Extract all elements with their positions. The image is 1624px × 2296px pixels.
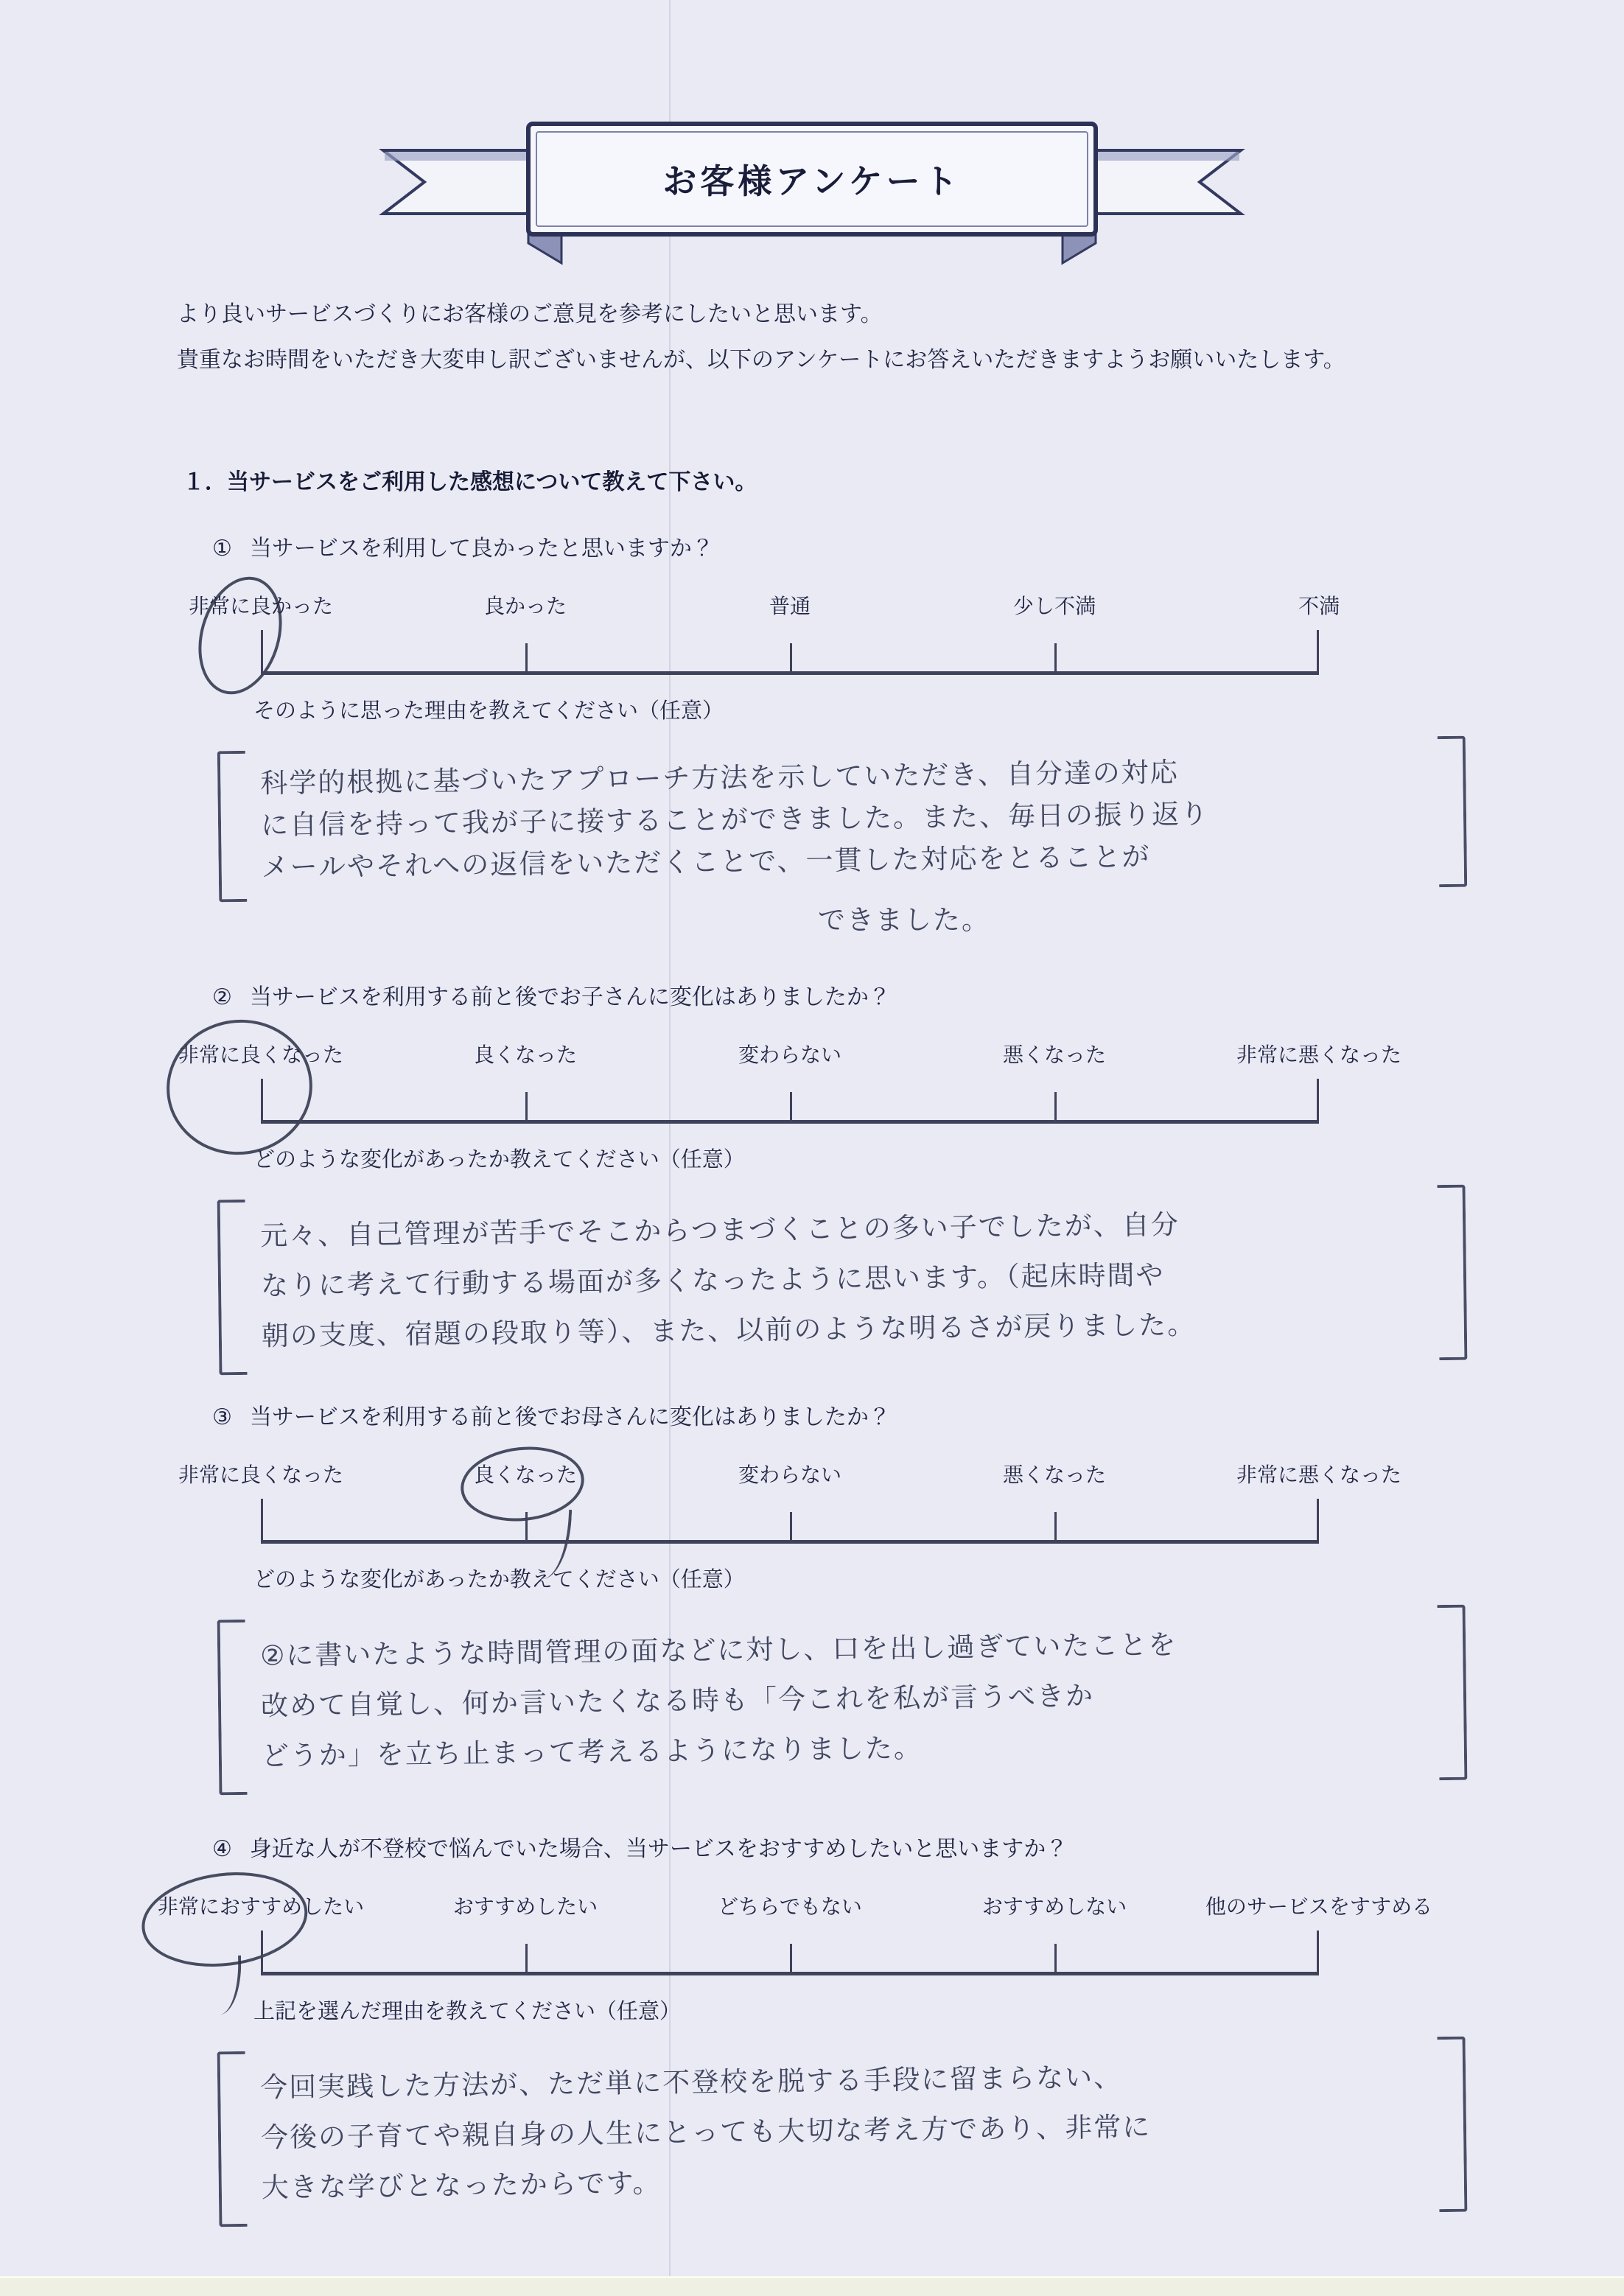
scale-tick [525, 643, 528, 671]
question-text: 身近な人が不登校で悩んでいた場合、当サービスをおすすめしたいと思いますか？ [249, 1837, 1068, 1861]
rating-scale-labels [178, 1459, 1402, 1491]
scale-option-wrap [1003, 1459, 1106, 1488]
handwritten-line: 今後の子育てや親自身の人生にとっても大切な考え方であり、非常に [260, 2110, 1152, 2154]
scale-option: おすすめしたい [452, 1895, 598, 1918]
scale-option-wrap [1205, 1891, 1432, 1920]
rating-scale-labels [157, 1891, 1433, 1923]
question-4 [0, 1830, 1624, 2219]
scale-option: 少し不満 [1012, 595, 1096, 617]
scale-tick [1317, 1079, 1319, 1120]
scale-option-wrap [158, 1891, 364, 1920]
handwritten-line: 改めて自覚し、何か言いたくなる時も「今これを私が言うべきか [260, 1679, 1095, 1722]
scale-option-wrap [178, 1459, 343, 1488]
handwritten-line: に自信を持って我が子に接することができました。また、毎日の振り返り [260, 797, 1210, 841]
handwritten-answer [217, 1605, 1468, 1796]
scale-option-wrap [484, 590, 567, 620]
scale-option-wrap [738, 1459, 841, 1488]
scale-option: 悪くなった [1002, 1463, 1107, 1486]
scale-tick [525, 1944, 528, 1972]
scale-option: 他のサービスをすすめる [1205, 1895, 1433, 1918]
rating-scale-line [261, 1079, 1319, 1124]
rating-scale-line [261, 630, 1319, 675]
answer-prompt: 上記を選んだ理由を教えてください（任意） [253, 2000, 682, 2023]
handwritten-line: 元々、自己管理が苦手でそこからつまづくことの多い子でしたが、自分 [259, 1208, 1180, 1252]
rating-scale-line [261, 1499, 1319, 1544]
question-text: 当サービスを利用して良かったと思いますか？ [249, 536, 714, 561]
scale-option: 良くなった [473, 1463, 578, 1486]
handwritten-line-continuation: できました。 [818, 904, 990, 936]
scale-option-wrap [474, 1039, 577, 1068]
scale-tick [261, 1931, 263, 1972]
scale-option-wrap [718, 1891, 862, 1920]
rating-scale-line [261, 1931, 1319, 1975]
scale-tick [1317, 1931, 1319, 1972]
scale-tick [1317, 1499, 1319, 1540]
scale-option: おすすめしない [981, 1895, 1127, 1918]
scale-tick [525, 1512, 528, 1540]
question-3 [0, 1399, 1624, 1788]
scale-tick [790, 1944, 792, 1972]
scale-tick [790, 643, 792, 671]
scan-bottom-edge [0, 2276, 1624, 2296]
scale-option: 非常に良くなった [178, 1043, 344, 1066]
scale-option-wrap [982, 1891, 1127, 1920]
handwritten-answer [217, 1185, 1468, 1376]
scale-tick [1054, 1944, 1057, 1972]
question-3-title [212, 1399, 1624, 1431]
scale-option-wrap [178, 1039, 343, 1068]
question-text: 当サービスを利用する前と後でお子さんに変化はありましたか？ [249, 985, 891, 1009]
scale-option-wrap [474, 1459, 577, 1488]
scale-option: 変わらない [738, 1463, 842, 1486]
handwritten-line: 大きな学びとなったからです。 [261, 2167, 662, 2204]
scale-option: どちらでもない [718, 1895, 862, 1918]
handwritten-line: 科学的根拠に基づいたアプローチ方法を示していただき、自分達の対応 [260, 756, 1180, 799]
scale-tick [261, 1079, 263, 1120]
handwritten-answer [217, 736, 1467, 903]
answer-prompt: どのような変化があったか教えてください（任意） [253, 1148, 745, 1172]
intro-paragraph [177, 298, 1624, 377]
scale-option: 変わらない [738, 1043, 842, 1066]
scale-option: 良くなった [473, 1043, 578, 1066]
question-number: ② [212, 985, 232, 1009]
intro-line-2: 貴重なお時間をいただき大変申し訳ございませんが、以下のアンケートにお答えいただきますようお願いいたします。 [177, 348, 1345, 372]
scale-tick [1054, 1092, 1057, 1120]
question-text: 当サービスを利用する前と後でお母さんに変化はありましたか？ [249, 1405, 891, 1429]
question-2-title [212, 979, 1624, 1011]
question-1-title [212, 530, 1624, 562]
handwritten-line: なりに考えて行動する場面が多くなったように思います。（起床時間や [260, 1259, 1165, 1302]
scale-option: 非常に良かった [188, 595, 334, 617]
scale-option: 良かった [483, 595, 567, 617]
scale-option-wrap [1298, 590, 1340, 620]
scale-option: 非常におすすめしたい [157, 1895, 365, 1918]
scale-option-wrap [1003, 1039, 1106, 1068]
question-2 [0, 979, 1624, 1368]
scale-tick [1317, 630, 1319, 671]
scale-tick [261, 630, 263, 671]
scale-option-wrap [189, 590, 333, 620]
scale-option: 普通 [769, 595, 811, 617]
question-number: ① [212, 536, 232, 561]
answer-prompt: そのように思った理由を教えてください（任意） [253, 699, 724, 723]
scale-option-wrap [769, 590, 811, 620]
scale-option-wrap [738, 1039, 841, 1068]
rating-scale-labels [188, 590, 1340, 623]
ribbon-banner [377, 118, 1247, 269]
scale-option: 非常に悪くなった [1236, 1043, 1402, 1066]
handwritten-line: 朝の支度、宿題の段取り等）、また、以前のような明るさが戻りました。 [261, 1309, 1197, 1352]
scale-tick [1054, 643, 1057, 671]
handwritten-line: どうか」を立ち止まって考えるようになりました。 [261, 1732, 923, 1772]
handwritten-line: 今回実践した方法が、ただ単に不登校を脱する手段に留まらない、 [259, 2061, 1123, 2104]
handwritten-line: ②に書いたような時間管理の面などに対し、口を出し過ぎていたことを [259, 1628, 1177, 1672]
scale-option-wrap [453, 1891, 598, 1920]
handwritten-line: メールやそれへの返信をいただくことで、一貫した対応をとることが [261, 840, 1151, 883]
rating-scale-labels [178, 1039, 1402, 1071]
scale-option: 不満 [1298, 595, 1340, 617]
intro-line-1: より良いサービスづくりにお客様のご意見を参考にしたいと思います。 [177, 302, 883, 326]
scale-option: 非常に悪くなった [1236, 1463, 1402, 1486]
scale-option-wrap [1236, 1039, 1401, 1068]
question-4-title [212, 1830, 1624, 1863]
scale-option-wrap [1013, 590, 1096, 620]
scale-tick [790, 1512, 792, 1540]
scale-option: 非常に良くなった [178, 1463, 344, 1486]
section-heading: １．当サービスをご利用した感想について教えて下さい。 [183, 470, 757, 494]
scale-option-wrap [1236, 1459, 1401, 1488]
handwritten-answer [217, 2037, 1468, 2227]
scale-tick [1054, 1512, 1057, 1540]
scale-tick [261, 1499, 263, 1540]
question-number: ④ [212, 1837, 232, 1861]
question-number: ③ [212, 1405, 232, 1429]
page-title: お客様アンケート [662, 162, 962, 200]
question-1 [0, 530, 1624, 942]
scale-tick [525, 1092, 528, 1120]
scale-option: 悪くなった [1002, 1043, 1107, 1066]
scale-tick [790, 1092, 792, 1120]
answer-prompt: どのような変化があったか教えてください（任意） [253, 1568, 745, 1592]
